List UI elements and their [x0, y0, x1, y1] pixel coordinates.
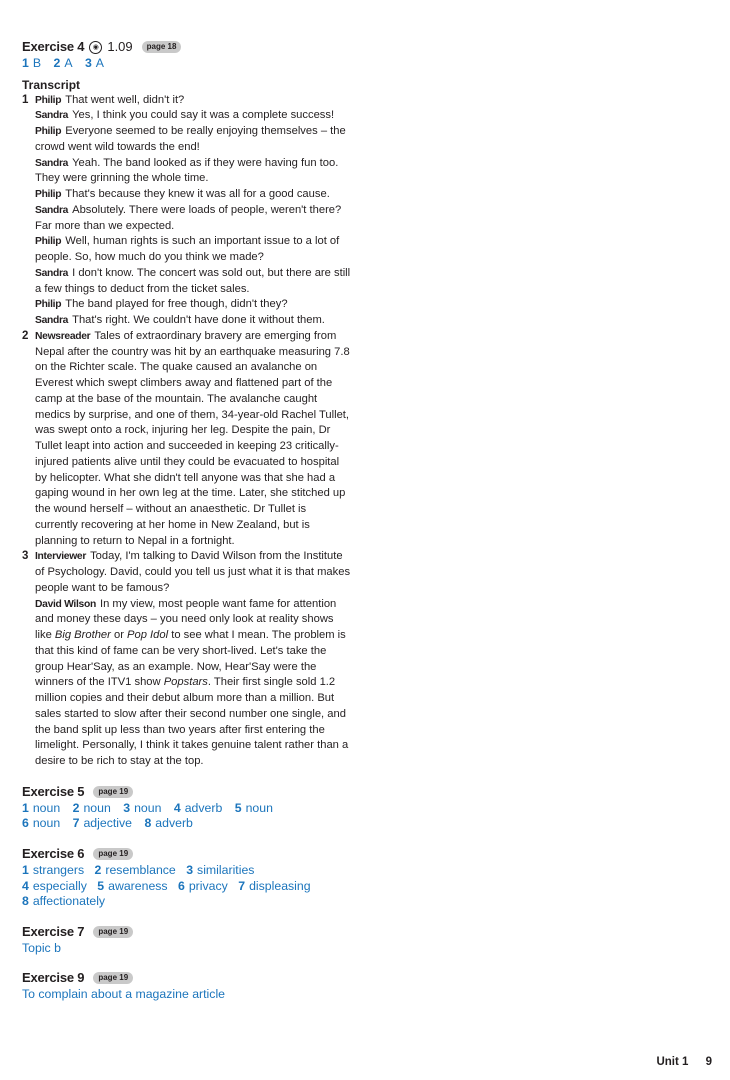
- answer-number: 8: [22, 894, 29, 909]
- dialogue-line: [22, 187, 352, 203]
- answer-number: 2: [72, 800, 80, 815]
- answer-number: 3: [84, 56, 92, 70]
- page-badge: page 19: [93, 786, 133, 798]
- show-title: Pop Idol: [127, 629, 169, 642]
- exercise-6: [22, 845, 352, 910]
- dialogue-line: [22, 313, 352, 329]
- answer-value: noun: [32, 816, 61, 831]
- speaker-name: Philip: [35, 236, 62, 248]
- answer-number: 6: [178, 878, 185, 893]
- answer-value: especially: [32, 878, 87, 893]
- dialogue-text: The band played for free though, didn't they?: [65, 298, 288, 311]
- answer-value: privacy: [188, 878, 228, 893]
- dialogue-line: [22, 266, 352, 298]
- answer-number: 5: [97, 878, 105, 893]
- exercise-5-heading: [22, 783, 352, 801]
- exercise-6-answers: [22, 863, 352, 910]
- dialogue-line: [22, 156, 352, 188]
- answer-number: 3: [123, 800, 131, 815]
- exercise-title: Exercise 7: [22, 923, 85, 939]
- dialogue-text: Absolutely. There were loads of people, weren't there? Far more than we expected.: [35, 203, 342, 232]
- dialogue-line: [22, 203, 352, 235]
- audio-cd-icon: ◉: [89, 41, 102, 54]
- answer-value: noun: [32, 800, 61, 815]
- speaker-name: Sandra: [35, 267, 69, 279]
- exercise-7-answer: Topic b: [22, 940, 61, 955]
- answer-value: noun: [83, 800, 111, 815]
- dialogue-line: [22, 108, 352, 124]
- dialogue-text: Yeah. The band looked as if they were having fun too. They were grinning the whole time.: [35, 156, 339, 185]
- page-footer: [642, 1056, 712, 1068]
- exercise-title: Exercise 5: [22, 783, 85, 799]
- dialogue-line: [22, 124, 352, 156]
- track-number: 1.09: [107, 39, 133, 54]
- speaker-name: Sandra: [35, 315, 69, 327]
- dialogue-text: In my view, most people want fame for attention and money these days – you need only look at reality shows like: [35, 597, 337, 642]
- answer-number: 2: [53, 56, 61, 70]
- transcript-section-3: [22, 549, 352, 770]
- exercise-9: [22, 969, 352, 1003]
- dialogue-line: [22, 597, 352, 770]
- answer-value: adverb: [155, 816, 193, 831]
- exercise-5: [22, 783, 352, 832]
- answer-number: 3: [186, 863, 194, 878]
- exercise-4: [22, 38, 352, 770]
- unit-label: Unit 1: [656, 1056, 689, 1068]
- exercise-4-heading: [22, 38, 352, 56]
- page-badge: page 19: [93, 926, 133, 938]
- speaker-name: Philip: [35, 299, 62, 311]
- answer-value: adverb: [184, 800, 223, 815]
- page-badge: page 18: [142, 41, 182, 53]
- speaker-name: Interviewer: [35, 551, 87, 563]
- dialogue-text: I don't know. The concert was sold out, but there are still a few things to deduct from the ticket sales.: [35, 266, 351, 295]
- answer-value: resemblance: [105, 863, 176, 878]
- answer-value: displeasing: [249, 878, 311, 893]
- transcript-heading: Transcript: [22, 77, 81, 92]
- dialogue-line: [22, 234, 352, 266]
- dialogue-text: That went well, didn't it?: [65, 93, 185, 106]
- dialogue-text: Today, I'm talking to David Wilson from the Institute of Psychology. David, could you tell us just what it is that makes people want to be famous?: [35, 550, 351, 594]
- section-number: 2: [22, 329, 29, 342]
- answer-number: 1: [22, 863, 29, 878]
- answer-number: 6: [22, 816, 29, 831]
- show-title: Popstars: [163, 676, 208, 689]
- answer-value: B: [32, 56, 42, 70]
- answer-value: similarities: [197, 863, 255, 878]
- answer-number: 7: [238, 878, 246, 893]
- speaker-name: Sandra: [35, 110, 69, 122]
- dialogue-text: Well, human rights is such an important issue to a lot of people. So, how much do you think we made?: [35, 235, 340, 264]
- dialogue-line: [22, 297, 352, 313]
- answer-value: strangers: [32, 863, 85, 878]
- answer-number: 4: [22, 878, 29, 893]
- answer-value: noun: [134, 800, 162, 815]
- answer-number: 4: [173, 800, 181, 815]
- dialogue-line: [22, 549, 352, 596]
- dialogue-text: or: [110, 629, 128, 642]
- dialogue-text: Yes, I think you could say it was a complete success!: [72, 109, 335, 122]
- speaker-name: Sandra: [35, 204, 69, 216]
- dialogue-text: Tales of extraordinary bravery are emerging from Nepal after the country was hit by an earthquake measuring 7.8 on the Richter scale. The quake caused an avalanche on Everest which swept climbers away and flattened part of the camp at the base of the mountain. The avalanche caught medics by surprise, and one of them, 34-year-old Rachel Tullet, was swept onto a rock, injuring her leg. Despite the pain, Dr Tullet leapt into action and succeeded in keeping 23 critically-injured patients alive until they could be evacuated to hospital by helicopter. What she didn't tell anyone was that she had a gaping wound in her own leg at the time. Later, she stitched up the wound herself – without an anaesthetic. Dr Tullet is currently recovering at her home in New Zealand, but is planning to return to Nepal in a fortnight.: [35, 329, 350, 547]
- section-number: 1: [22, 93, 29, 106]
- answer-number: 1: [22, 56, 29, 70]
- speaker-name: Philip: [35, 126, 62, 138]
- exercise-9-heading: [22, 969, 352, 987]
- answer-key-column: [22, 38, 352, 1003]
- dialogue-text: That's right. We couldn't have done it without them.: [72, 314, 325, 327]
- page-number: 9: [705, 1056, 712, 1068]
- transcript-section-1: [22, 93, 352, 329]
- answer-value: awareness: [108, 878, 168, 893]
- exercise-6-heading: [22, 845, 352, 863]
- section-number: 3: [22, 550, 29, 563]
- exercise-4-answers: [22, 56, 352, 72]
- answer-value: adjective: [83, 816, 133, 831]
- page-badge: page 19: [93, 848, 133, 860]
- exercise-7-heading: [22, 923, 352, 941]
- answer-value: A: [95, 56, 104, 70]
- transcript-section-2: [22, 329, 352, 550]
- speaker-name: Philip: [35, 94, 62, 106]
- exercise-7: [22, 923, 352, 957]
- show-title: Big Brother: [54, 629, 111, 642]
- speaker-name: Philip: [35, 189, 62, 201]
- answer-number: 2: [94, 863, 102, 878]
- speaker-name: David Wilson: [35, 598, 96, 610]
- dialogue-line: [22, 93, 352, 109]
- answer-number: 1: [22, 800, 29, 815]
- page-badge: page 19: [93, 972, 133, 984]
- exercise-9-answer: To complain about a magazine article: [22, 987, 226, 1002]
- speaker-name: Sandra: [35, 157, 69, 169]
- speaker-name: Newsreader: [35, 330, 91, 342]
- exercise-title: Exercise 9: [22, 970, 85, 986]
- exercise-5-answers: [22, 801, 352, 832]
- answer-value: noun: [245, 800, 273, 815]
- answer-number: 8: [144, 816, 152, 831]
- answer-number: 7: [72, 816, 80, 831]
- dialogue-text: . Their first single sold 1.2 million copies and their debut album more than a million. But sales started to slow after their second number one single, and the band split up less than two years after first entering the limelight. Personally, I think it takes genuine talent rather than a desire to be rich to stay at the top.: [35, 676, 349, 768]
- dialogue-text: to see what I mean. The problem is that this kind of fame can be very short-lived. Let's take the group Hear'Say, as an example. Now, Hear'Say were the winners of the ITV1 show: [35, 629, 346, 689]
- exercise-title: Exercise 4: [22, 39, 85, 54]
- answer-value: A: [64, 56, 73, 70]
- dialogue-text: Everyone seemed to be really enjoying themselves – the crowd went wild towards the end!: [35, 125, 346, 153]
- answer-value: affectionately: [32, 894, 106, 909]
- answer-number: 5: [234, 800, 242, 815]
- exercise-title: Exercise 6: [22, 846, 85, 862]
- dialogue-text: That's because they knew it was all for a good cause.: [65, 188, 330, 201]
